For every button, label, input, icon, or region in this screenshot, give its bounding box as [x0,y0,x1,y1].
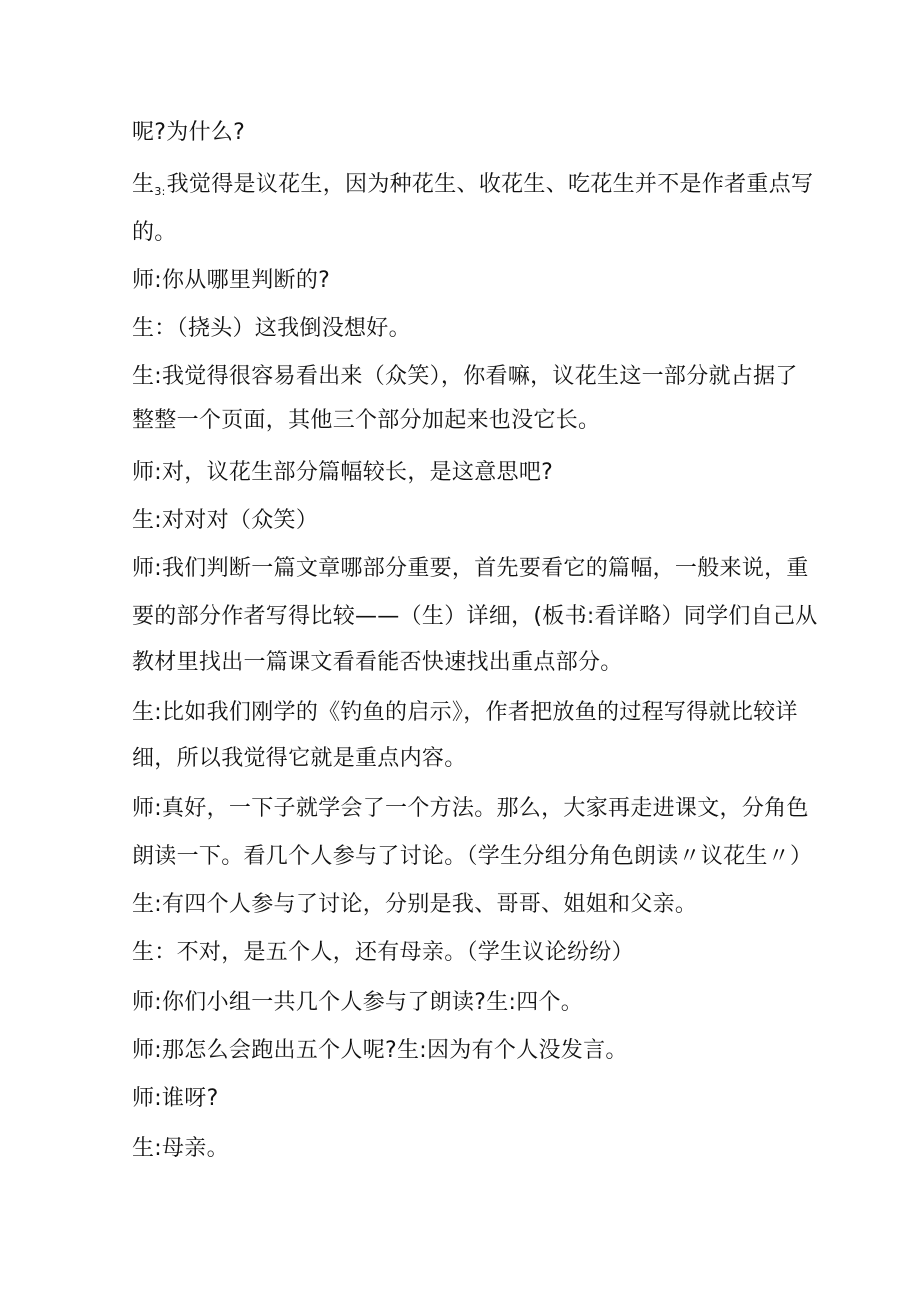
text-line: 生:母亲。 [132,1136,229,1161]
text-line: 师:你从哪里判断的? [132,268,331,293]
text-line: 生:有四个人参与了讨论，分别是我、哥哥、姐姐和父亲。 [132,892,698,917]
text-line: 的。 [132,220,177,245]
text-line: 生：（挠头）这我倒没想好。 [132,316,411,341]
text-line: 整整一个页面，其他三个部分加起来也没它长。 [132,408,601,433]
speaker-label: 生 [132,172,155,197]
text-line: 生:我觉得很容易看出来（众笑），你看嘛，议花生这一部分就占据了 [132,364,798,389]
text-line: 师:我们判断一篇文章哪部分重要，首先要看它的篇幅，一般来说，重 [132,556,809,581]
text-line: 师:那怎么会跑出五个人呢?生:因为有个人没发言。 [132,1038,628,1063]
text-line [132,170,812,207]
text-line: 生:对对对（众笑） [132,508,319,533]
text-line: 师:你们小组一共几个人参与了朗读?生:四个。 [132,990,584,1015]
text-line: 教材里找出一篇课文看看能否快速找出重点部分。 [132,650,623,675]
line-text: 我觉得是议花生，因为种花生、收花生、吃花生并不是作者重点写 [166,172,814,197]
text-line: 朗读一下。看几个人参与了讨论。（学生分组分角色朗读〃议花生〃） [132,844,813,869]
text-line: 生：不对，是五个人，还有母亲。（学生议论纷纷） [132,940,634,965]
speaker-subscript: 3: [154,185,166,198]
text-line: 师:真好，一下子就学会了一个方法。那么，大家再走进课文，分角色 [132,796,809,821]
text-line: 呢?为什么? [132,120,246,145]
text-line: 生:比如我们刚学的《钓鱼的启示》，作者把放鱼的过程写得就比较详 [132,700,798,725]
text-line: 细，所以我觉得它就是重点内容。 [132,746,467,771]
text-line: 师:对，议花生部分篇幅较长，是这意思吧? [132,460,554,485]
text-line: 要的部分作者写得比较——（生）详细，(板书:看详略）同学们自己从 [132,604,818,629]
text-line: 师:谁呀? [132,1086,219,1111]
